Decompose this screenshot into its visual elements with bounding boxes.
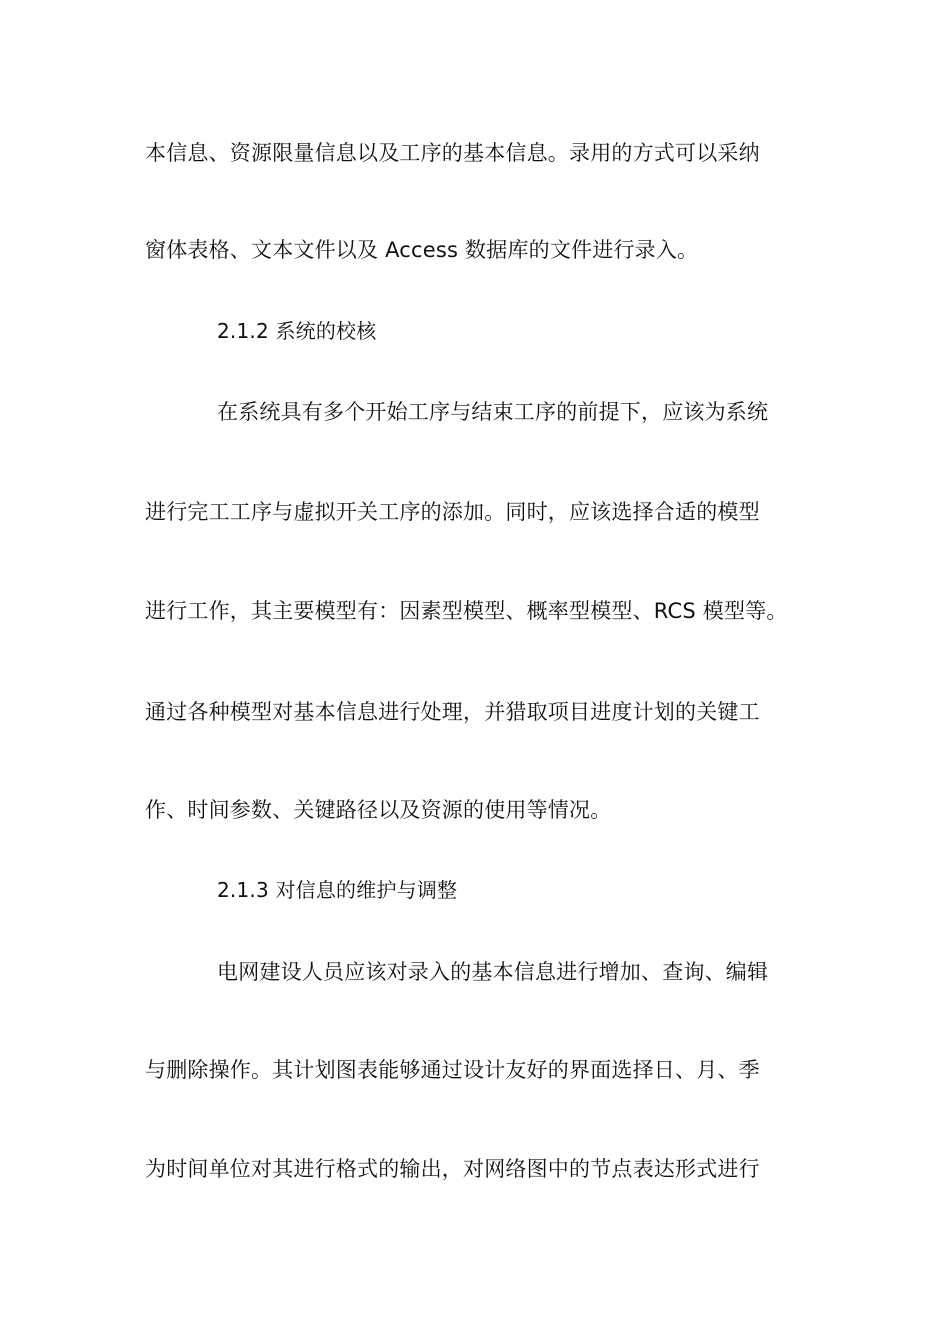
- paragraph-line: 为时间单位对其进行格式的输出，对网络图中的节点表达形式进行: [145, 1157, 760, 1181]
- paragraph-line: 电网建设人员应该对录入的基本信息进行增加、查询、编辑: [217, 960, 769, 984]
- paragraph-line: 作、时间参数、关键路径以及资源的使用等情况。: [145, 798, 612, 822]
- paragraph-line: 进行工作，其主要模型有：因素型模型、概率型模型、RCS 模型等。: [145, 599, 788, 623]
- paragraph-line: 窗体表格、文本文件以及 Access 数据库的文件进行录入。: [145, 238, 699, 262]
- section-heading: 2.1.2 系统的校核: [217, 319, 377, 343]
- paragraph-line: 进行完工工序与虚拟开关工序的添加。同时，应该选择合适的模型: [145, 500, 760, 524]
- paragraph-line: 在系统具有多个开始工序与结束工序的前提下，应该为系统: [217, 400, 769, 424]
- paragraph-line: 与删除操作。其计划图表能够通过设计友好的界面选择日、月、季: [145, 1058, 760, 1082]
- paragraph-line: 通过各种模型对基本信息进行处理，并猎取项目进度计划的关键工: [145, 700, 760, 724]
- paragraph-line: 本信息、资源限量信息以及工序的基本信息。录用的方式可以采纳: [145, 141, 760, 165]
- section-heading: 2.1.3 对信息的维护与调整: [217, 878, 458, 902]
